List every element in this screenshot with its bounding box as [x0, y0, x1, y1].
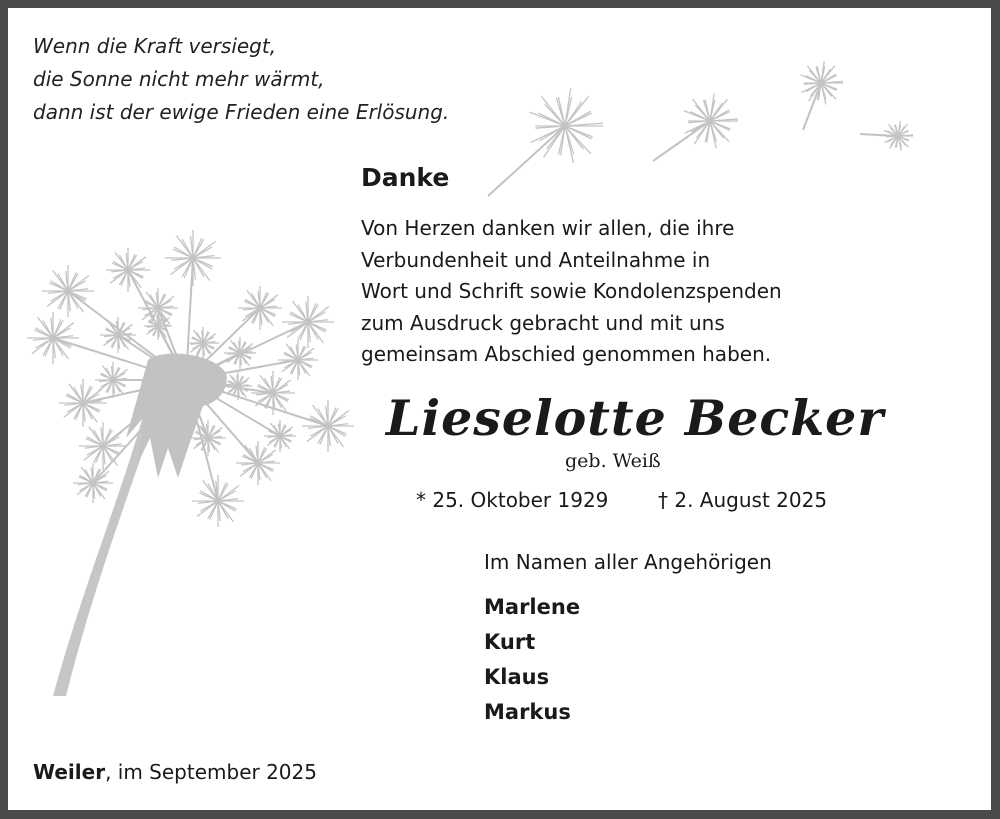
- family-member: Marlene: [484, 595, 581, 619]
- maiden-name: geb. Weiß: [565, 450, 661, 472]
- thanks-heading: Danke: [361, 163, 450, 192]
- flying-seed-stalk: [653, 121, 710, 161]
- death-date: † 2. August 2025: [658, 488, 828, 512]
- quote-line: Wenn die Kraft versiegt,: [33, 34, 277, 58]
- place-and-date: [33, 760, 317, 784]
- quote-line: dann ist der ewige Frieden eine Erlösung.: [33, 100, 450, 124]
- birth-date: * 25. Oktober 1929: [416, 488, 609, 512]
- thanks-message: [361, 213, 782, 371]
- flying-seed-stalk: [488, 126, 565, 196]
- thanks-line: zum Ausdruck gebracht und mit uns: [361, 310, 725, 335]
- epitaph-quote: [33, 30, 449, 129]
- family-members: [484, 590, 580, 730]
- obituary-card: [8, 8, 991, 810]
- family-member: Klaus: [484, 665, 550, 689]
- family-member: Markus: [484, 700, 571, 724]
- closing-date: , im September 2025: [105, 760, 317, 784]
- thanks-line: gemeinsam Abschied genommen haben.: [361, 342, 772, 366]
- thanks-line: Wort und Schrift sowie Kondolenzspenden: [361, 279, 782, 303]
- quote-line: die Sonne nicht mehr wärmt,: [33, 67, 325, 91]
- thanks-line: Von Herzen danken wir allen, die ihre: [361, 216, 735, 240]
- family-member: Kurt: [484, 630, 536, 654]
- place-name: Weiler: [33, 760, 106, 784]
- thanks-line: Verbundenheit und Anteilnahme in: [361, 247, 711, 272]
- family-intro: Im Namen aller Angehörigen: [484, 550, 772, 574]
- deceased-name: Lieselotte Becker: [386, 389, 885, 447]
